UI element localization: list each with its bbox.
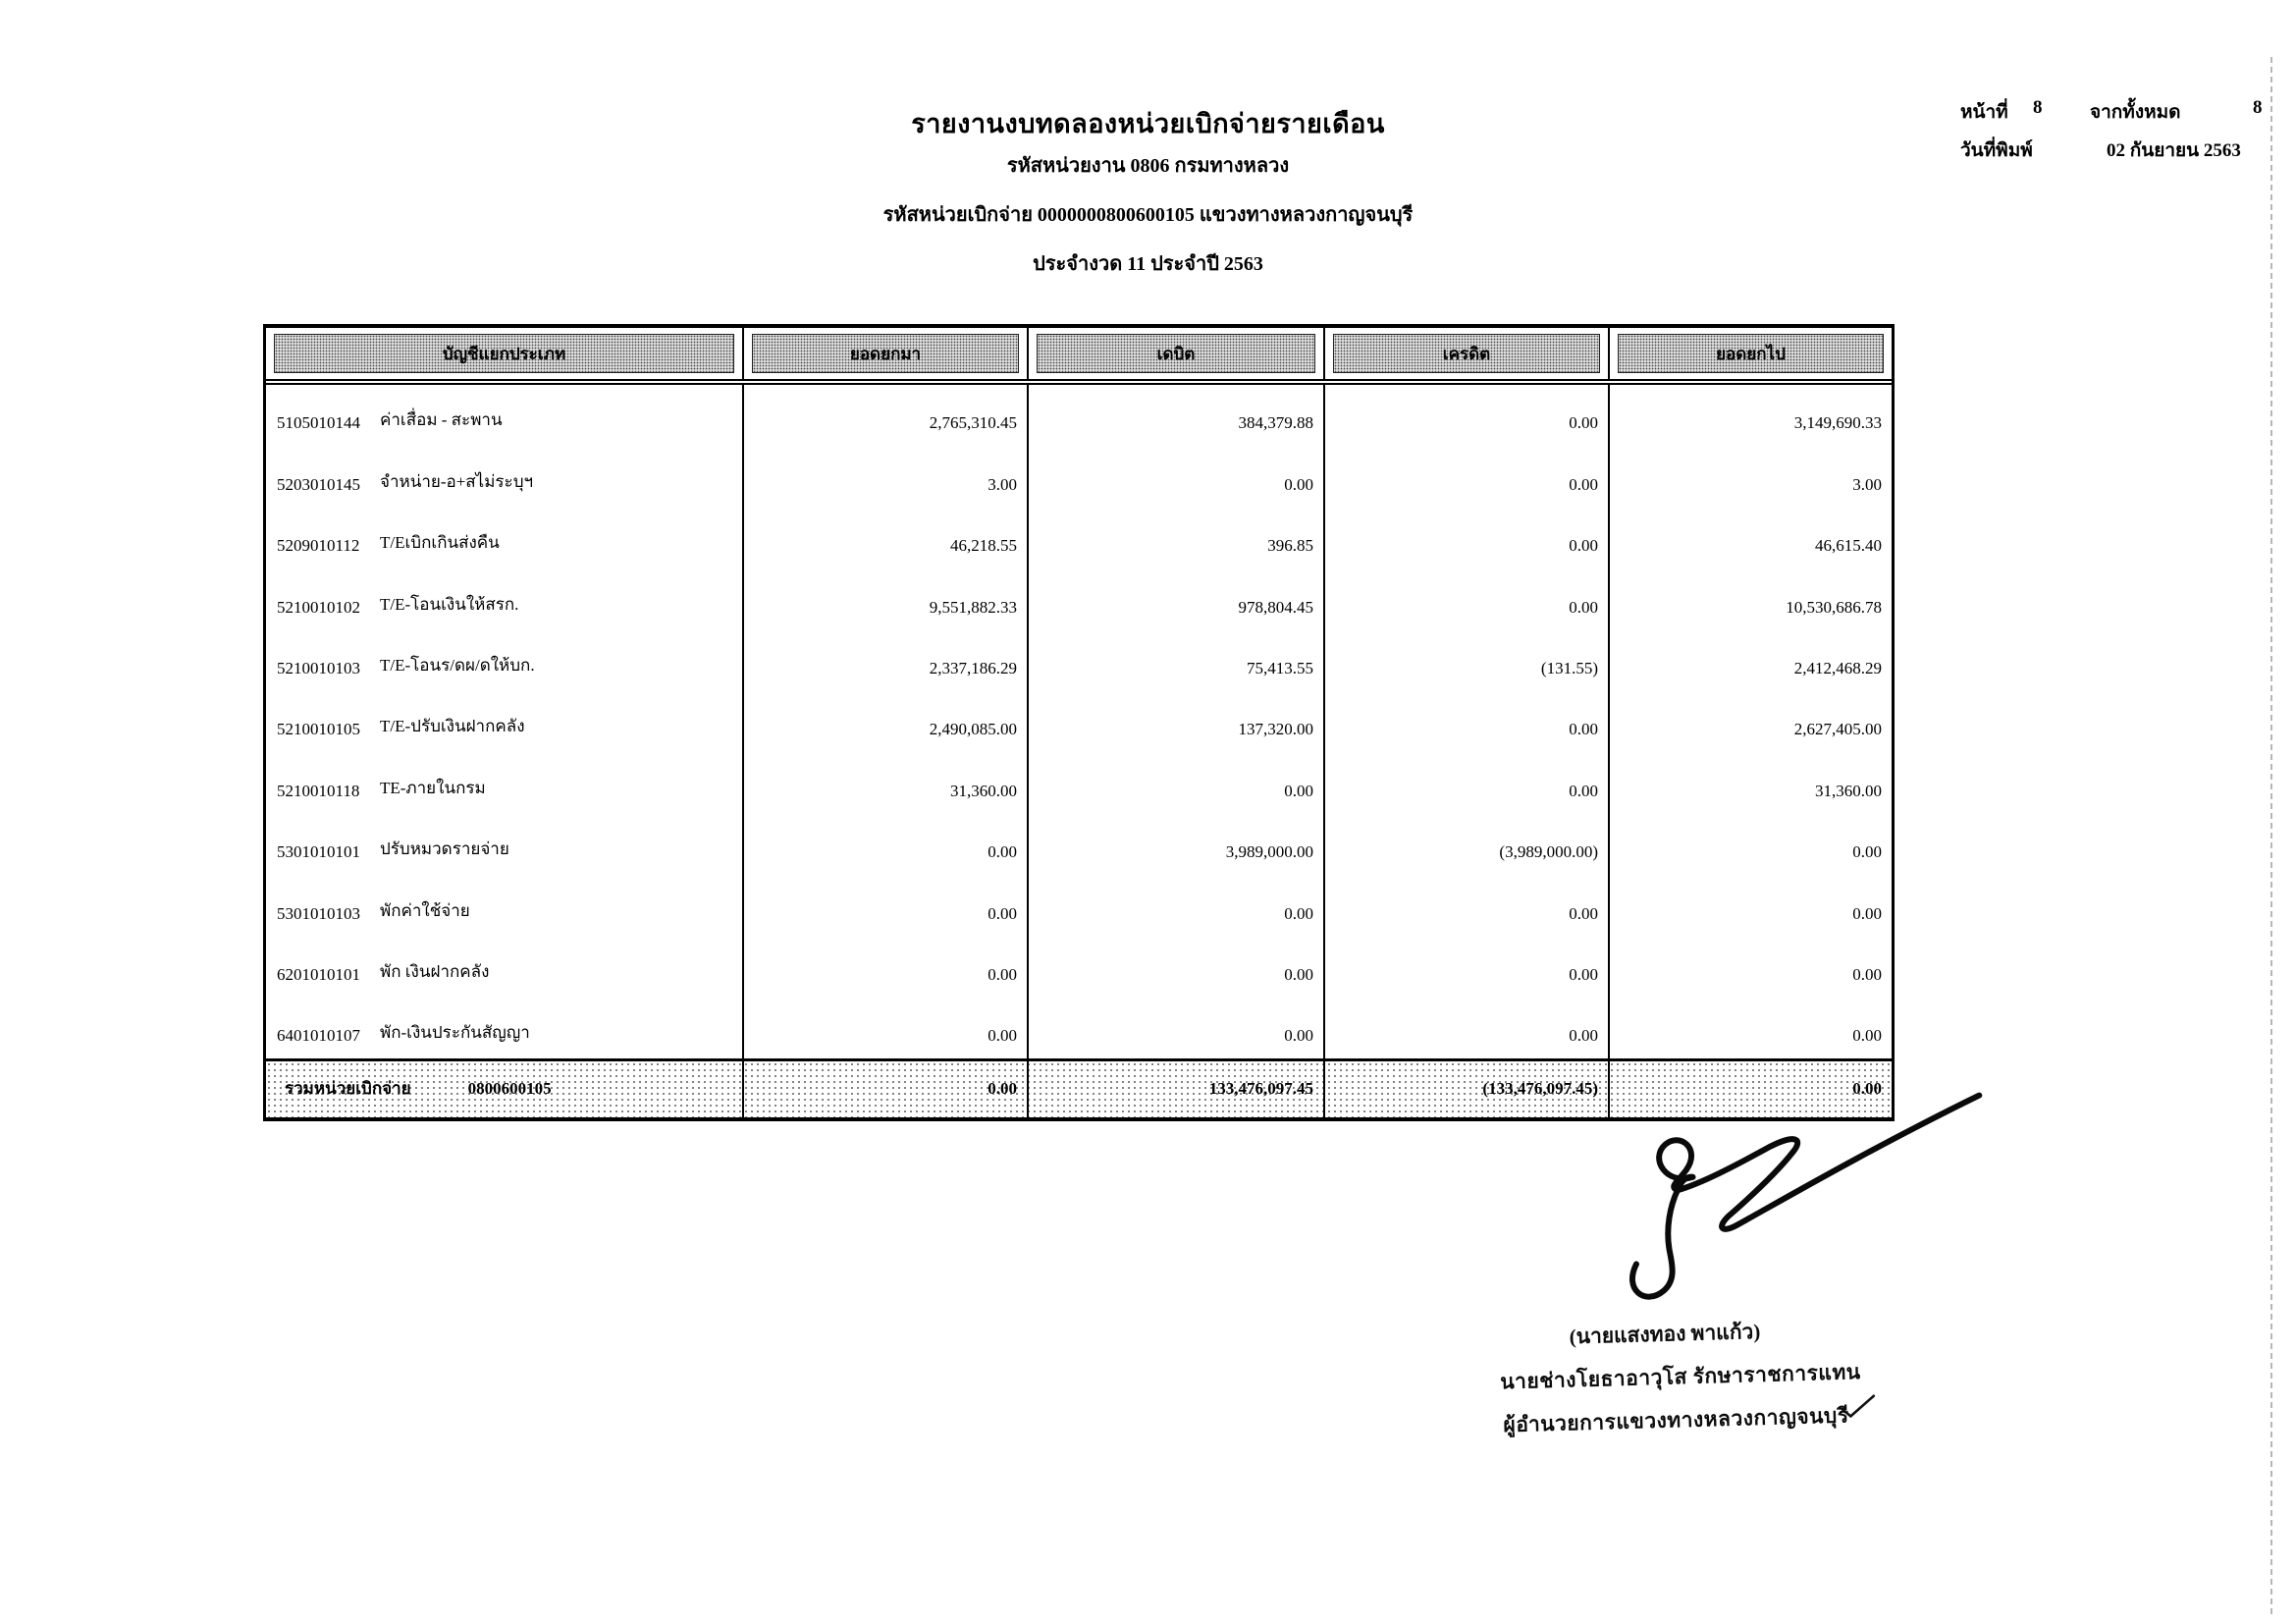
account-cell <box>266 568 744 629</box>
table-row <box>266 691 1892 752</box>
page-number: 8 <box>2033 97 2043 118</box>
account-code: 5105010144 <box>277 413 360 433</box>
carry-out-value: 2,627,405.00 <box>1793 720 1882 739</box>
carry-in-value: 2,490,085.00 <box>744 691 1029 752</box>
header-account-cell <box>266 328 744 379</box>
carry-out-value: 0.00 <box>1852 842 1882 862</box>
handwritten-signature <box>1516 1085 1993 1324</box>
carry-in-value: 0.00 <box>744 875 1029 936</box>
account-name: T/Eเบิกเกินส่งคืน <box>380 533 500 553</box>
account-cell <box>266 691 744 752</box>
signature-block <box>1417 1079 2097 1520</box>
print-date-label: วันที่พิมพ์ <box>1960 140 2033 161</box>
carry-in-value: 0.00 <box>744 937 1029 998</box>
carry-out-value: 0.00 <box>1852 903 1882 923</box>
signatory-name: (นายแสงทอง พาแก้ว) <box>1569 1319 1761 1349</box>
debit-value: 384,379.88 <box>1029 385 1325 446</box>
report-agency-code: รหัสหน่วยงาน 0806 กรมทางหลวง <box>1006 155 1290 177</box>
debit-value: 137,320.00 <box>1029 691 1325 752</box>
carry-out-value: 3.00 <box>1852 474 1882 494</box>
account-name: จำหน่าย-อ+สไม่ระบุฯ <box>380 471 534 491</box>
account-code: 5203010145 <box>277 474 360 494</box>
debit-value: 0.00 <box>1029 446 1325 507</box>
trial-balance-table <box>263 324 1895 1121</box>
account-cell <box>266 998 744 1058</box>
signatory-position-2: ผู้อำนวยการแขวงทางหลวงกาญจนบุรี <box>1503 1403 1849 1437</box>
carry-out-value: 2,412,468.29 <box>1793 658 1882 677</box>
account-name: T/E-ปรับเงินฝากคลัง <box>380 717 525 736</box>
credit-value: 0.00 <box>1325 691 1610 752</box>
credit-value: 0.00 <box>1325 568 1610 629</box>
header-account-label: บัญชีแยกประเภท <box>274 334 734 373</box>
carry-in-value: 3.00 <box>744 446 1029 507</box>
account-cell <box>266 752 744 813</box>
total-credit: (133,476,097.45) <box>1325 1061 1610 1117</box>
debit-value: 3,989,000.00 <box>1029 814 1325 875</box>
report-title: รายงานงบทดลองหน่วยเบิกจ่ายรายเดือน <box>911 109 1385 138</box>
table-row <box>266 508 1892 568</box>
account-cell <box>266 446 744 507</box>
debit-value: 0.00 <box>1029 752 1325 813</box>
carry-in-value: 31,360.00 <box>744 752 1029 813</box>
carry-out-value: 0.00 <box>1852 964 1882 984</box>
account-name: T/E-โอนร/ดผ/ดให้บก. <box>380 655 535 675</box>
account-cell <box>266 630 744 691</box>
carry-in-value: 2,765,310.45 <box>744 385 1029 446</box>
account-name: พักค่าใช้จ่าย <box>380 900 470 920</box>
carry-in-value: 9,551,882.33 <box>744 568 1029 629</box>
credit-value: 0.00 <box>1325 937 1610 998</box>
header-carry-out-label: ยอดยกไป <box>1618 334 1884 373</box>
page-of-label: จากทั้งหมด <box>2090 102 2181 123</box>
header-carry-in-label: ยอดยกมา <box>752 334 1019 373</box>
table-row <box>266 814 1892 875</box>
credit-value: (131.55) <box>1325 630 1610 691</box>
account-code: 5210010118 <box>277 781 360 800</box>
scan-edge-artifact <box>2270 57 2272 1614</box>
account-code: 6201010101 <box>277 964 360 984</box>
account-cell <box>266 385 744 446</box>
credit-value: 0.00 <box>1325 446 1610 507</box>
account-code: 6401010107 <box>277 1026 360 1046</box>
account-code: 5210010103 <box>277 658 360 677</box>
report-disbursement-unit: รหัสหน่วยเบิกจ่าย 0000000800600105 แขวงทางหลวงกาญจนบุรี <box>882 204 1414 226</box>
header-debit-cell <box>1029 328 1325 379</box>
carry-in-value: 0.00 <box>744 814 1029 875</box>
credit-value: 0.00 <box>1325 998 1610 1058</box>
report-period: ประจำงวด 11 ประจำปี 2563 <box>1033 253 1263 275</box>
table-row <box>266 937 1892 998</box>
carry-out-value: 31,360.00 <box>1815 781 1882 800</box>
table-row <box>266 568 1892 629</box>
debit-value: 0.00 <box>1029 998 1325 1058</box>
credit-value: 0.00 <box>1325 385 1610 446</box>
carry-in-value: 2,337,186.29 <box>744 630 1029 691</box>
signatory-position-1: นายช่างโยธาอาวุโส รักษาราชการแทน <box>1499 1360 1861 1394</box>
debit-value: 75,413.55 <box>1029 630 1325 691</box>
debit-value: 396.85 <box>1029 508 1325 568</box>
header-carry-out-cell <box>1610 328 1892 379</box>
carry-out-value: 10,530,686.78 <box>1786 597 1882 617</box>
header-credit-cell <box>1325 328 1610 379</box>
account-cell <box>266 814 744 875</box>
header-credit-label: เครดิต <box>1333 334 1600 373</box>
account-name: T/E-โอนเงินให้สรก. <box>380 594 519 614</box>
debit-value: 0.00 <box>1029 875 1325 936</box>
carry-in-value: 0.00 <box>744 998 1029 1058</box>
carry-out-value: 3,149,690.33 <box>1793 413 1882 433</box>
debit-value: 978,804.45 <box>1029 568 1325 629</box>
credit-value: (3,989,000.00) <box>1325 814 1610 875</box>
table-row <box>266 875 1892 936</box>
total-carry-in: 0.00 <box>744 1061 1029 1117</box>
print-date-value: 02 กันยายน 2563 <box>2107 140 2241 161</box>
account-name: พัก เงินฝากคลัง <box>380 961 490 981</box>
total-unit-code: 0800600105 <box>467 1078 552 1098</box>
account-code: 5209010112 <box>277 536 360 556</box>
total-carry-out: 0.00 <box>1852 1078 1882 1098</box>
table-row <box>266 385 1892 446</box>
page-label: หน้าที่ <box>1960 102 2008 123</box>
credit-value: 0.00 <box>1325 508 1610 568</box>
table-row <box>266 998 1892 1058</box>
table-row <box>266 630 1892 691</box>
credit-value: 0.00 <box>1325 752 1610 813</box>
table-body <box>266 385 1892 1058</box>
account-name: ปรับหมวดรายจ่าย <box>380 839 509 859</box>
table-header-row <box>266 328 1892 385</box>
header-debit-label: เดบิต <box>1037 334 1315 373</box>
table-row <box>266 446 1892 507</box>
header-carry-in-cell <box>744 328 1029 379</box>
total-debit: 133,476,097.45 <box>1029 1061 1325 1117</box>
account-code: 5301010101 <box>277 842 360 862</box>
account-cell <box>266 875 744 936</box>
carry-out-value: 0.00 <box>1852 1026 1882 1046</box>
carry-out-value: 46,615.40 <box>1815 536 1882 556</box>
table-row <box>266 752 1892 813</box>
page-total: 8 <box>2253 97 2263 118</box>
account-code: 5210010105 <box>277 720 360 739</box>
total-label-cell <box>266 1061 744 1117</box>
account-cell <box>266 937 744 998</box>
debit-value: 0.00 <box>1029 937 1325 998</box>
carry-in-value: 46,218.55 <box>744 508 1029 568</box>
account-cell <box>266 508 744 568</box>
pen-tick-mark <box>1839 1393 1879 1424</box>
account-name: พัก-เงินประกันสัญญา <box>380 1023 530 1043</box>
account-name: TE-ภายในกรม <box>380 778 486 797</box>
account-code: 5301010103 <box>277 903 360 923</box>
total-label: รวมหน่วยเบิกจ่าย <box>285 1079 411 1099</box>
account-name: ค่าเสื่อม - สะพาน <box>380 410 503 430</box>
account-code: 5210010102 <box>277 597 360 617</box>
credit-value: 0.00 <box>1325 875 1610 936</box>
